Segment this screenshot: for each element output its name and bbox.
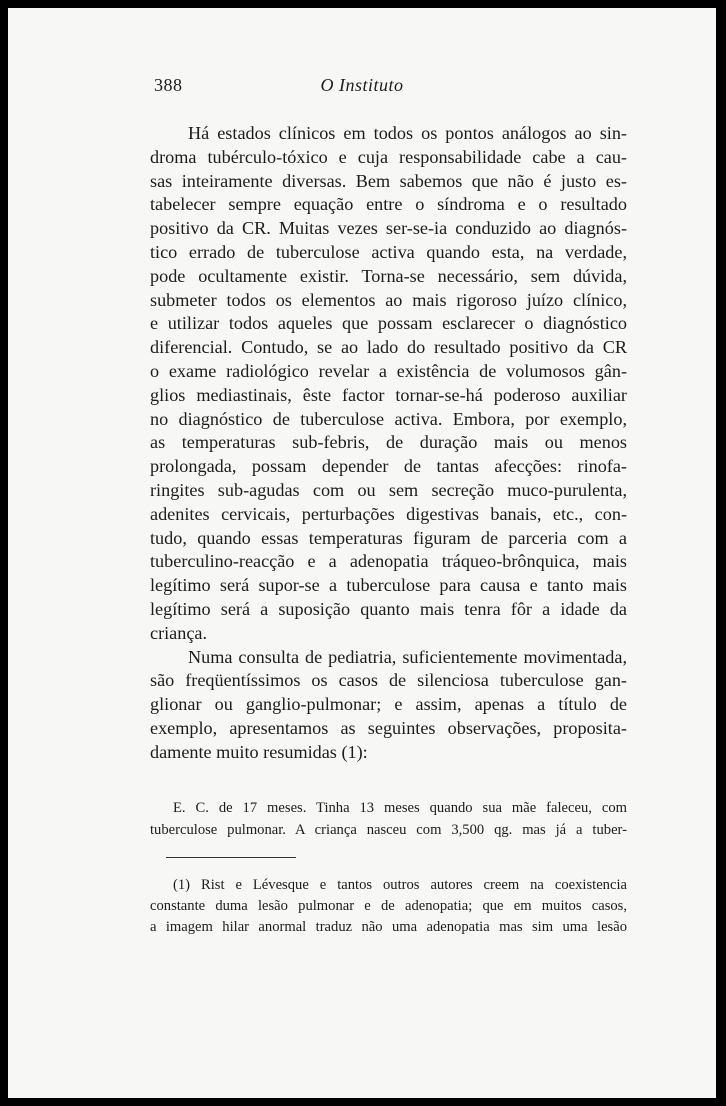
text-line: droma tubérculo-tóxico e cuja responsabilidade cabe a cau-	[150, 146, 627, 167]
running-title: O Instituto	[320, 75, 404, 95]
text-line: legítimo será supor-se a tuberculose para causa e tanto mais	[150, 575, 627, 596]
text-line: as temperaturas sub-febris, de duração mais ou menos	[150, 432, 627, 453]
text-line: glionar ou ganglio-pulmonar; e assim, apenas a título de	[150, 694, 627, 715]
text-line: pode ocultamente existir. Torna-se necessário, sem dúvida,	[150, 265, 627, 286]
text-line: prolongada, possam depender de tantas afecções: rinofa-	[150, 456, 627, 477]
text-line: Há estados clínicos em todos os pontos análogos ao sin-	[188, 123, 627, 143]
footnote	[150, 875, 627, 937]
footnote-text: Rist e Lévesque e tantos outros autores creem na coexistencia	[200, 877, 627, 893]
text-fragment: damente muito resumidas	[150, 741, 337, 762]
paragraph-1	[150, 122, 627, 646]
text-line: e utilizar todos aqueles que possam esclarecer o diagnóstico	[150, 313, 627, 334]
page-number: 388	[154, 75, 183, 95]
text-line: tudo, quando essas temperaturas figuram de parceria com a	[150, 527, 627, 548]
text-line: submeter todos os elementos ao mais rigoroso juízo clínico,	[150, 289, 627, 310]
case-observation	[150, 798, 627, 841]
text-line: no diagnóstico de tuberculose activa. Embora, por exemplo,	[150, 408, 627, 429]
text-line: glios mediastinais, êste factor tornar-se-há poderoso auxiliar	[150, 384, 627, 405]
text-line: positivo da CR. Muitas vezes ser-se-ia conduzido ao diagnós-	[150, 218, 627, 239]
paragraph-2	[150, 646, 627, 765]
footnote-line: constante duma lesão pulmonar e de adenopatia; que em muitos casos,	[150, 897, 627, 914]
text-line: sas inteiramente diversas. Bem sabemos que não é justo es-	[150, 170, 627, 191]
footnote-reference[interactable]: (1):	[341, 741, 368, 762]
text-line: são freqüentíssimos os casos de silenciosa tuberculose gan-	[150, 670, 627, 691]
text-line: Numa consulta de pediatria, suficientemente movimentada,	[188, 646, 627, 667]
text-line: tuberculose pulmonar. A criança nasceu com 3,500 qg. mas já a tuber-	[150, 821, 627, 838]
footnote-marker: (1)	[173, 877, 191, 893]
footnote-line	[150, 875, 627, 896]
footnote-line: a imagem hilar anormal traduz não uma adenopatia mas sim uma lesão	[150, 918, 627, 935]
text-line: tico errado de tuberculose activa quando esta, na verdade,	[150, 241, 627, 262]
text-line: exemplo, apresentamos as seguintes observações, proposita-	[150, 717, 627, 738]
text-line: criança.	[150, 622, 208, 643]
text-line-with-footnote-ref	[150, 741, 627, 765]
text-line: tabelecer sempre equação entre o síndroma e o resultado	[150, 194, 627, 215]
text-line: diferencial. Contudo, se ao lado do resultado positivo da CR	[150, 337, 627, 358]
book-page	[8, 8, 716, 1098]
text-line: E. C. de 17 meses. Tinha 13 meses quando sua mãe faleceu, com	[173, 800, 627, 816]
text-line: adenites cervicais, perturbações digestivas banais, etc., con-	[150, 503, 627, 524]
footnote-divider	[166, 857, 296, 858]
text-line: legítimo será a suposição quanto mais tenra fôr a idade da	[150, 598, 627, 619]
page-header	[8, 75, 716, 103]
text-line: o exame radiológico revelar a existência de volumosos gân-	[150, 360, 627, 381]
text-line: ringites sub-agudas com ou sem secreção muco-purulenta,	[150, 479, 627, 500]
body-text	[150, 122, 627, 765]
text-line: tuberculino-reacção e a adenopatia tráqueo-brônquica, mais	[150, 551, 627, 572]
